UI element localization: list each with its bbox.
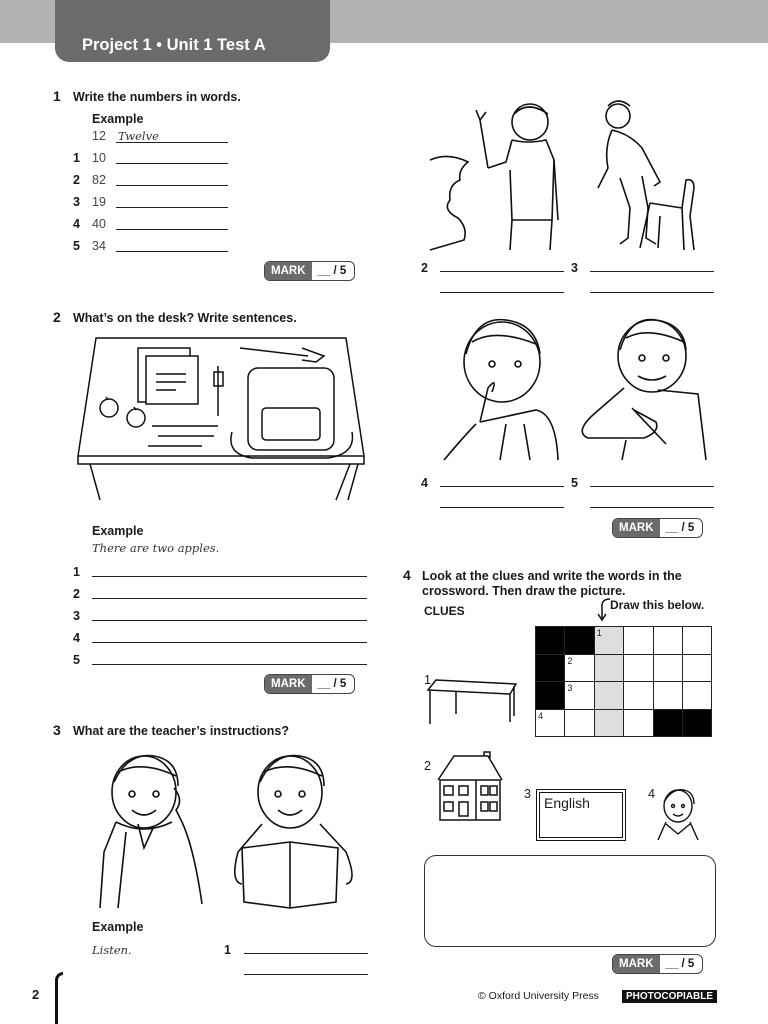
q2-answer-line-4[interactable]: [92, 642, 367, 643]
q3-item-number: 2: [421, 261, 428, 275]
q1-mark-box: [264, 261, 355, 281]
q1-example-label: Example: [92, 112, 144, 126]
photocopiable-badge: PHOTOCOPIABLE: [622, 990, 717, 1003]
illustration-teacher-book: [228, 752, 363, 912]
mark-label: MARK: [265, 262, 312, 280]
clue-house-picture: [436, 752, 504, 822]
q1-item-value: 10: [92, 151, 106, 165]
crossword-clue-number: 1: [596, 628, 602, 638]
mark-label: MARK: [613, 519, 660, 537]
q3-answer-line-3a[interactable]: [590, 271, 714, 272]
q1-answer-line-3[interactable]: [116, 207, 228, 208]
drawing-area[interactable]: [424, 855, 716, 947]
mark-score: __ / 5: [665, 958, 695, 970]
q4-mark-box: [612, 954, 703, 974]
crossword-cell[interactable]: [682, 654, 711, 682]
q2-answer-line-2[interactable]: [92, 598, 367, 599]
q2-prompt: What’s on the desk? Write sentences.: [73, 311, 297, 325]
crossword-cell[interactable]: [565, 682, 594, 710]
crossword-grid: [535, 626, 712, 737]
q3-item-number: 3: [571, 261, 578, 275]
q3-item-number: 1: [224, 943, 231, 957]
q1-answer-line-1[interactable]: [116, 163, 228, 164]
q1-answer-line-4[interactable]: [116, 229, 228, 230]
crossword-cell[interactable]: [536, 709, 565, 737]
q4-draw-label: Draw this below.: [610, 598, 705, 612]
crossword-cell[interactable]: [682, 627, 711, 655]
q3-example-label: Example: [92, 920, 144, 934]
q3-answer-line-4b[interactable]: [440, 507, 564, 508]
crossword-cell[interactable]: [653, 654, 682, 682]
q3-answer-line-5b[interactable]: [590, 507, 714, 508]
illustration-boy-chair: [590, 98, 705, 253]
crossword-cell[interactable]: [565, 654, 594, 682]
q1-item-number: 1: [73, 151, 80, 165]
q1-example-number: 12: [92, 129, 106, 143]
crossword-cell[interactable]: [653, 627, 682, 655]
crossword-cell[interactable]: [653, 682, 682, 710]
q1-number: 1: [53, 88, 61, 104]
illustration-teacher-writing: [574, 314, 709, 464]
crossword-cell[interactable]: [624, 682, 653, 710]
q2-example-answer: There are two apples.: [92, 541, 220, 555]
crossword-clue-number: 2: [567, 655, 573, 666]
q1-item-number: 5: [73, 239, 80, 253]
q1-answer-line-5[interactable]: [116, 251, 228, 252]
q4-prompt-line1: Look at the clues and write the words in the: [422, 569, 682, 583]
illustration-teacher-listen: [98, 752, 208, 912]
q2-answer-line-1[interactable]: [92, 576, 367, 577]
mark-label: MARK: [265, 675, 312, 693]
q2-example-label: Example: [92, 524, 144, 538]
q2-item-number: 5: [73, 653, 80, 667]
mark-score: __ / 5: [317, 265, 347, 277]
illustration-teacher-thinking: [436, 314, 561, 464]
q3-answer-line-1a[interactable]: [244, 953, 368, 954]
q1-item-number: 2: [73, 173, 80, 187]
clue-board-picture: [536, 789, 626, 841]
crossword-cell[interactable]: [594, 682, 623, 710]
q2-item-number: 1: [73, 565, 80, 579]
q2-item-number: 4: [73, 631, 80, 645]
q2-item-number: 2: [73, 587, 80, 601]
q4-clues-label: CLUES: [424, 604, 465, 618]
crossword-cell-black: [536, 682, 565, 710]
q1-item-number: 3: [73, 195, 80, 209]
crossword-cell[interactable]: [594, 654, 623, 682]
clue-table-picture: [426, 676, 518, 726]
crossword-cell-black: [565, 627, 594, 655]
publisher-credit: © Oxford University Press: [478, 990, 599, 1002]
q1-prompt: Write the numbers in words.: [73, 90, 241, 104]
q1-item-value: 34: [92, 239, 106, 253]
footer-bracket: [55, 972, 63, 1024]
q3-answer-line-5a[interactable]: [590, 486, 714, 487]
crossword-clue-number: 4: [538, 710, 544, 721]
q3-answer-line-2a[interactable]: [440, 271, 564, 272]
crossword-cell[interactable]: [594, 627, 623, 655]
q1-item-number: 4: [73, 217, 80, 231]
q2-answer-line-3[interactable]: [92, 620, 367, 621]
q3-example-answer: Listen.: [92, 943, 132, 957]
q2-mark-box: [264, 674, 355, 694]
q3-answer-line-4a[interactable]: [440, 486, 564, 487]
q2-item-number: 3: [73, 609, 80, 623]
clue-number: 2: [424, 759, 431, 773]
q3-item-number: 5: [571, 476, 578, 490]
q3-answer-line-2b[interactable]: [440, 292, 564, 293]
q2-answer-line-5[interactable]: [92, 664, 367, 665]
q3-number: 3: [53, 722, 61, 738]
q1-example-answer: Twelve: [118, 129, 159, 143]
q3-answer-line-3b[interactable]: [590, 292, 714, 293]
clue-number: 3: [524, 787, 531, 801]
clue-teacher-picture: [654, 786, 700, 842]
crossword-cell[interactable]: [565, 709, 594, 737]
clue-number: 4: [648, 787, 655, 801]
crossword-clue-number: 3: [567, 683, 573, 693]
crossword-cell[interactable]: [624, 709, 653, 737]
q1-answer-line-2[interactable]: [116, 185, 228, 186]
q3-item-number: 4: [421, 476, 428, 490]
crossword-cell[interactable]: [594, 709, 623, 737]
q1-item-value: 82: [92, 173, 106, 187]
q2-number: 2: [53, 309, 61, 325]
mark-score: __ / 5: [317, 678, 347, 690]
q1-item-value: 40: [92, 217, 106, 231]
crossword-cell-black: [653, 709, 682, 737]
q4-prompt-line2: crossword. Then draw the picture.: [422, 584, 626, 598]
mark-label: MARK: [613, 955, 660, 973]
mark-score: __ / 5: [665, 522, 695, 534]
crossword-cell-black: [682, 709, 711, 737]
q3-answer-line-1b[interactable]: [244, 974, 368, 975]
crossword-cell[interactable]: [624, 627, 653, 655]
page-title: Project 1 • Unit 1 Test A: [82, 36, 266, 54]
q1-item-value: 19: [92, 195, 106, 209]
board-text: English: [539, 792, 623, 838]
illustration-desk: [76, 334, 366, 502]
q3-prompt: What are the teacher’s instructions?: [73, 724, 290, 738]
page-number: 2: [32, 987, 40, 1002]
crossword-cell[interactable]: [624, 654, 653, 682]
clue-number: 1: [424, 673, 431, 687]
q4-number: 4: [403, 567, 411, 583]
illustration-teacher-hand-raised: [428, 100, 568, 250]
q1-example-line: [116, 142, 228, 143]
crossword-cell-black: [536, 627, 565, 655]
crossword-cell-black: [536, 654, 565, 682]
q3-mark-box: [612, 518, 703, 538]
crossword-cell[interactable]: [682, 682, 711, 710]
